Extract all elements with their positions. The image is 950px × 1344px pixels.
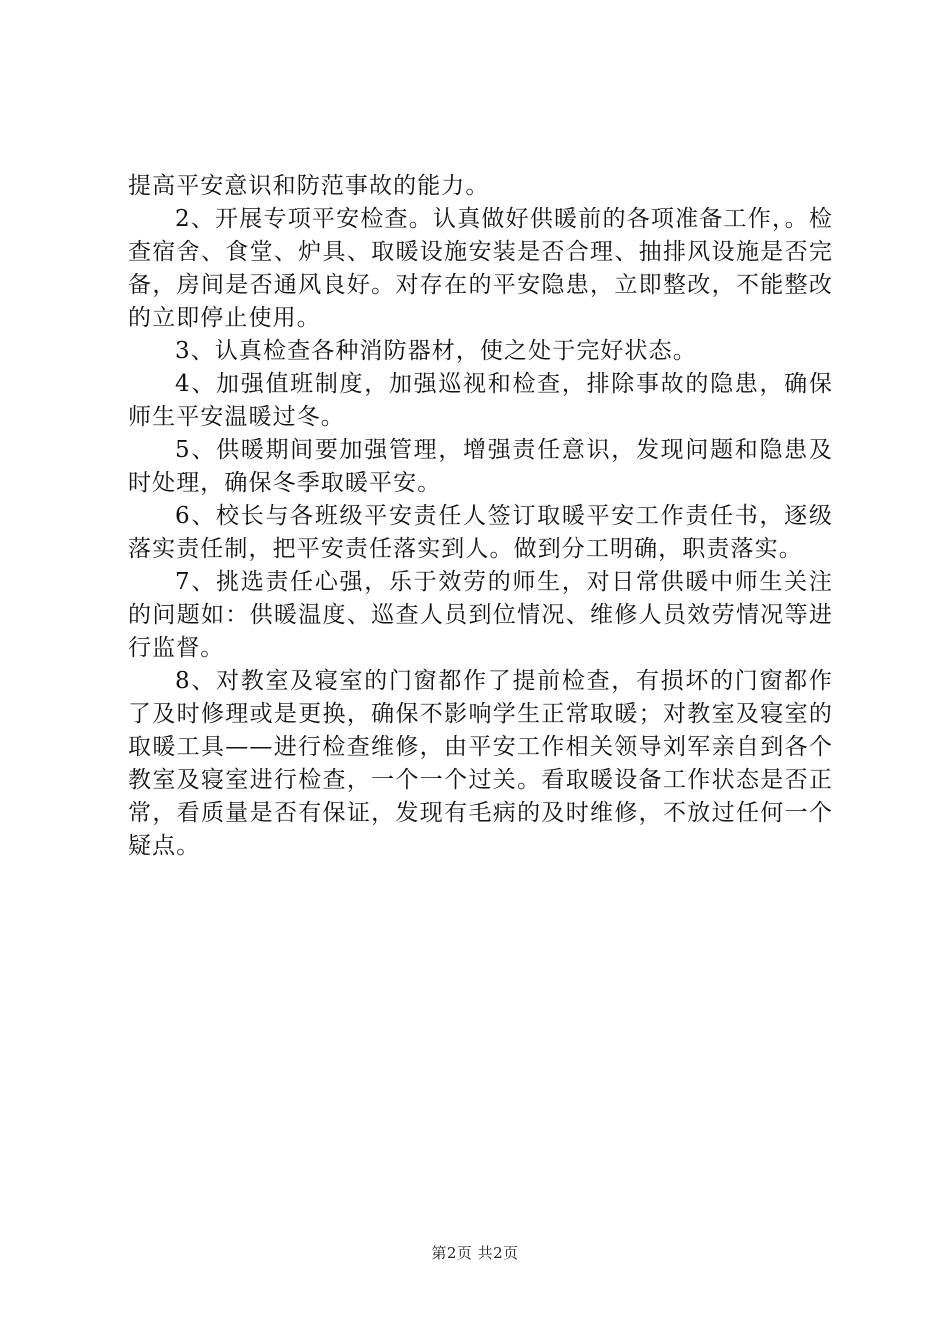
paragraph-item-2: 2、开展专项平安检查。认真做好供暖前的各项准备工作，。检查宿舍、食堂、炉具、取暖设施安装是否合理、抽排风设施是否完备，房间是否通风良好。对存在的平安隐患，立即整改，不能整改的立即停止使用。 (128, 206, 833, 331)
paragraph-item-6: 6、校长与各班级平安责任人签订取暖平安工作责任书，逐级落实责任制，把平安责任落实到人。做到分工明确，职责落实。 (128, 503, 833, 562)
page-number-footer: 第2页 共2页 (431, 1244, 519, 1262)
paragraph-item-7: 7、挑选责任心强，乐于效劳的师生，对日常供暖中师生关注的问题如：供暖温度、巡查人员到位情况、维修人员效劳情况等进行监督。 (128, 569, 833, 661)
paragraph-item-4: 4、加强值班制度，加强巡视和检查，排除事故的隐患，确保师生平安温暖过冬。 (128, 371, 833, 430)
paragraph-item-8: 8、对教室及寝室的门窗都作了提前检查，有损坏的门窗都作了及时修理或是更换，确保不影响学生正常取暖；对教室及寝室的取暖工具——进行检查维修，由平安工作相关领导刘军亲自到各个教室及寝室进行检查，一个一个过关。看取暖设备工作状态是否正常，看质量是否有保证，发现有毛病的及时维修，不放过任何一个疑点。 (128, 668, 833, 859)
paragraph-continuation: 提高平安意识和防范事故的能力。 (128, 173, 490, 199)
document-body (128, 170, 833, 863)
paragraph-item-5: 5、供暖期间要加强管理，增强责任意识，发现问题和隐患及时处理，确保冬季取暖平安。 (128, 437, 833, 496)
paragraph-item-3: 3、认真检查各种消防器材，使之处于完好状态。 (175, 338, 697, 364)
